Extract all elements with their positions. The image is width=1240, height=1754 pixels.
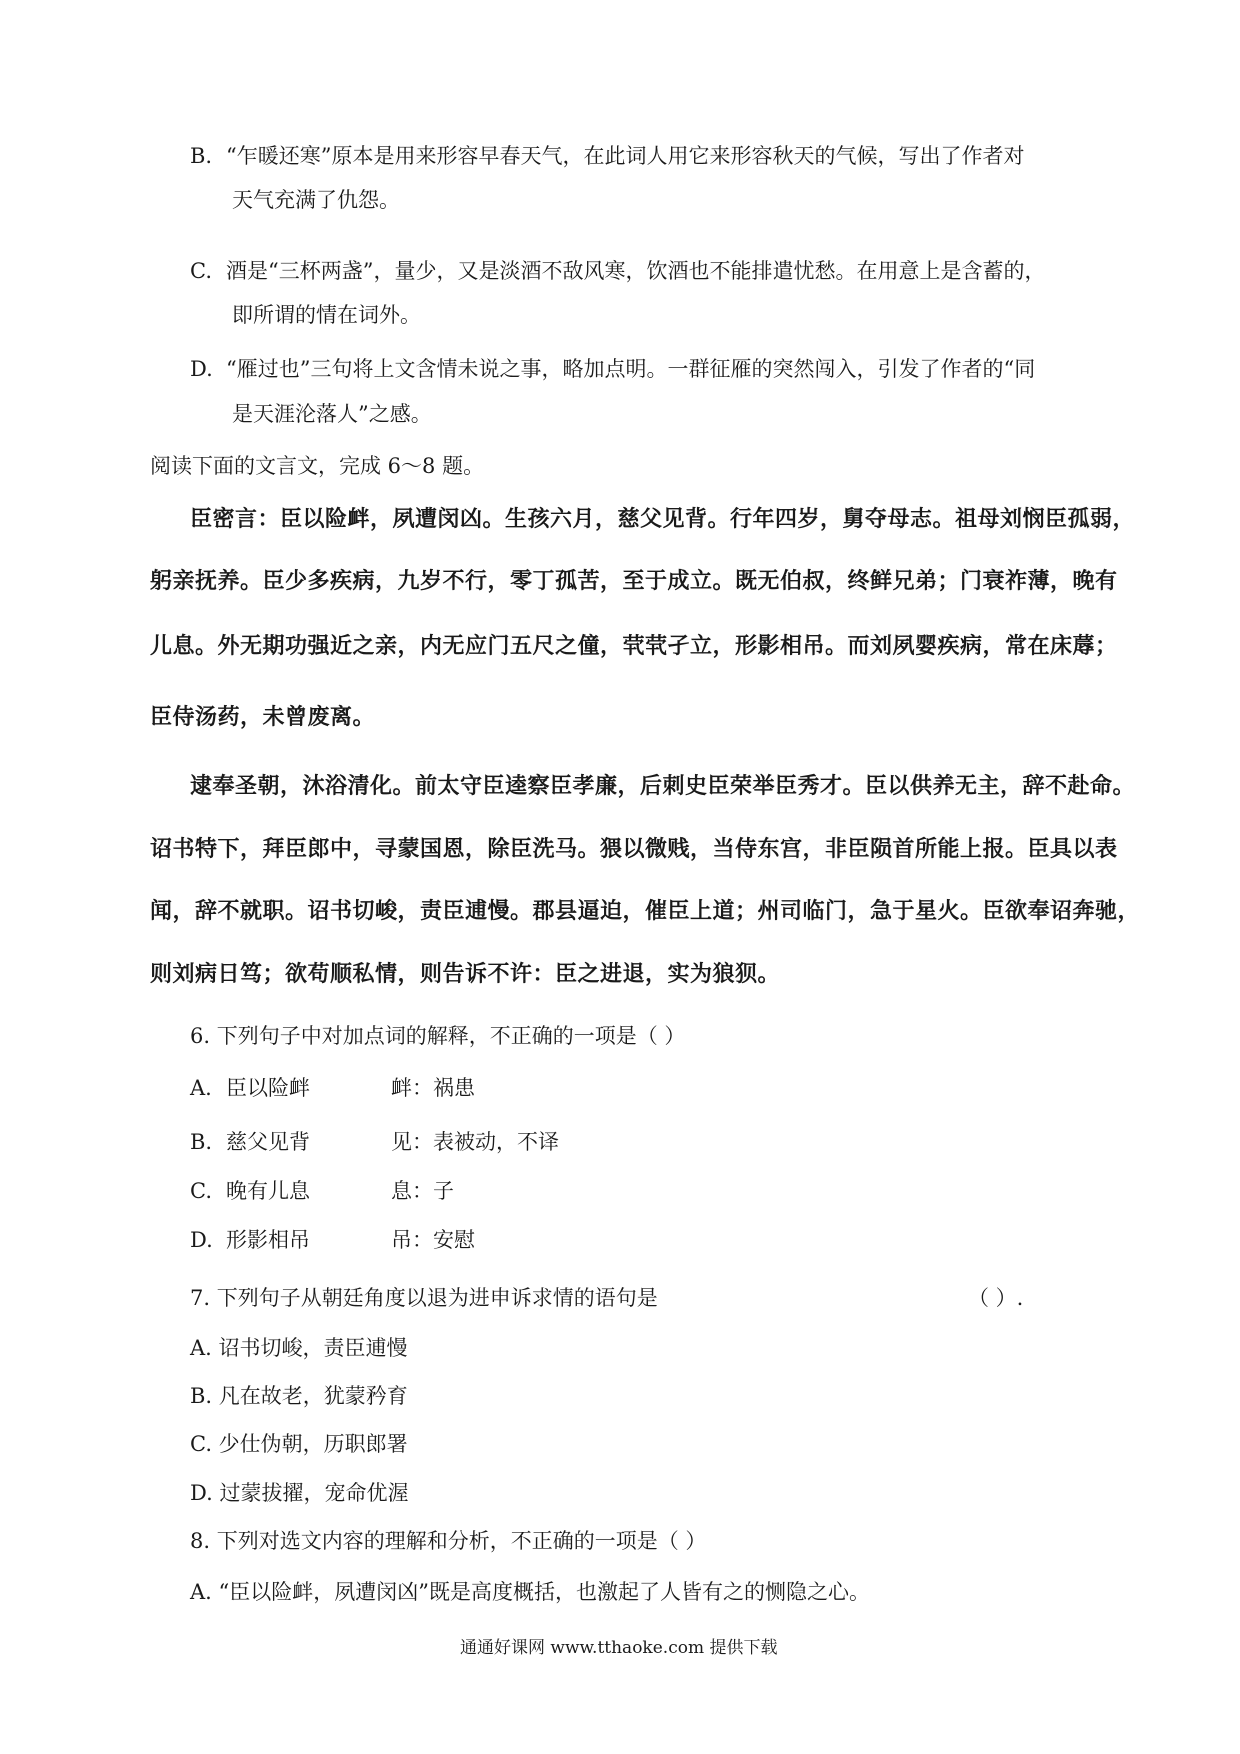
q6-option-b-key: B. — [190, 1130, 213, 1154]
q7-option-a: A. 诏书切峻，责臣逋慢 — [190, 1336, 408, 1360]
q6-option-a-key: A. — [190, 1076, 212, 1100]
q6-option-b-gloss: 见：表被动，不译 — [391, 1130, 559, 1154]
q7-option-c: C. 少仕伪朝，历职郎署 — [190, 1432, 408, 1456]
passage-p1-line3: 儿息。外无期功强近之亲，内无应门五尺之僮，茕茕孑立，形影相吊。而刘夙婴疾病，常在床蓐； — [150, 634, 1118, 659]
passage-p2-line2: 诏书特下，拜臣郎中，寻蒙国恩，除臣洗马。猥以微贱，当侍东宫，非臣陨首所能上报。臣具以表 — [150, 837, 1118, 862]
passage-p1-line1: 臣密言：臣以险衅，夙遭闵凶。生孩六月，慈父见背。行年四岁，舅夺母志。祖母刘悯臣孤弱， — [190, 507, 1136, 532]
q5-option-c-line1 — [190, 257, 1045, 285]
q7-option-b: B. 凡在故老，犹蒙矜育 — [190, 1384, 408, 1408]
q5-option-c-key: C. — [190, 259, 212, 283]
q6-option-a-phrase: 臣以险衅 — [226, 1076, 310, 1100]
q6-option-c-phrase: 晚有儿息 — [226, 1179, 310, 1203]
q8-stem: 8. 下列对选文内容的理解和分析，不正确的一项是（ ） — [190, 1529, 707, 1553]
q5-option-b-line2: 天气充满了仇怨。 — [232, 188, 400, 212]
passage-p1-line4: 臣侍汤药，未曾废离。 — [150, 705, 376, 730]
passage-p2-line3: 闻，辞不就职。诏书切峻，责臣逋慢。郡县逼迫，催臣上道；州司临门，急于星火。臣欲奉诏奔驰， — [150, 899, 1141, 924]
q7-stem: 7. 下列句子从朝廷角度以退为进申诉求情的语句是 — [190, 1286, 658, 1310]
q5-option-d-line1 — [190, 355, 1035, 383]
q6-option-b-phrase: 慈父见背 — [226, 1130, 310, 1154]
q7-answer-paren: （ ）. — [968, 1286, 1024, 1310]
q5-option-c-line2: 即所谓的情在词外。 — [232, 303, 421, 327]
q6-stem: 6. 下列句子中对加点词的解释，不正确的一项是（ ） — [190, 1024, 686, 1048]
q6-option-d-gloss: 吊：安慰 — [391, 1228, 475, 1252]
q5-option-b-key: B. — [190, 144, 213, 168]
reading-instruction: 阅读下面的文言文，完成 6～8 题。 — [150, 454, 485, 478]
q8-option-a: A. “臣以险衅，夙遭闵凶”既是高度概括，也激起了人皆有之的恻隐之心。 — [190, 1580, 870, 1604]
q6-option-c-gloss: 息：子 — [391, 1179, 454, 1203]
q5-option-b-line1 — [190, 142, 1024, 170]
passage-p1-line2: 躬亲抚养。臣少多疾病，九岁不行，零丁孤苦，至于成立。既无伯叔，终鲜兄弟；门衰祚薄，晚有 — [150, 569, 1118, 594]
passage-p2-line1: 逮奉圣朝，沐浴清化。前太守臣逵察臣孝廉，后刺史臣荣举臣秀才。臣以供养无主，辞不赴命。 — [190, 774, 1136, 799]
q6-option-b — [190, 1128, 559, 1156]
q5-option-b-text: “乍暖还寒”原本是用来形容早春天气，在此词人用它来形容秋天的气候，写出了作者对 — [226, 144, 1025, 168]
q7-option-d: D. 过蒙拔擢，宠命优渥 — [190, 1481, 409, 1505]
q6-option-c-key: C. — [190, 1179, 212, 1203]
q5-option-d-key: D. — [190, 357, 213, 381]
q6-option-d — [190, 1226, 475, 1254]
page-footer: 通通好课网 www.tthaoke.com 提供下载 — [460, 1638, 778, 1658]
q6-option-a — [190, 1074, 475, 1102]
q6-option-d-key: D. — [190, 1228, 213, 1252]
passage-p2-line4: 则刘病日笃；欲苟顺私情，则告诉不许：臣之进退，实为狼狈。 — [150, 962, 781, 987]
q6-option-d-phrase: 形影相吊 — [226, 1228, 310, 1252]
q6-option-a-gloss: 衅：祸患 — [391, 1076, 475, 1100]
q5-option-d-text: “雁过也”三句将上文含情未说之事，略加点明。一群征雁的突然闯入，引发了作者的“同 — [226, 357, 1036, 381]
q5-option-c-text: 酒是“三杯两盏”，量少，又是淡酒不敌风寒，饮酒也不能排遣忧愁。在用意上是含蓄的， — [226, 259, 1046, 283]
q6-option-c — [190, 1177, 454, 1205]
q5-option-d-line2: 是天涯沦落人”之感。 — [232, 402, 432, 426]
